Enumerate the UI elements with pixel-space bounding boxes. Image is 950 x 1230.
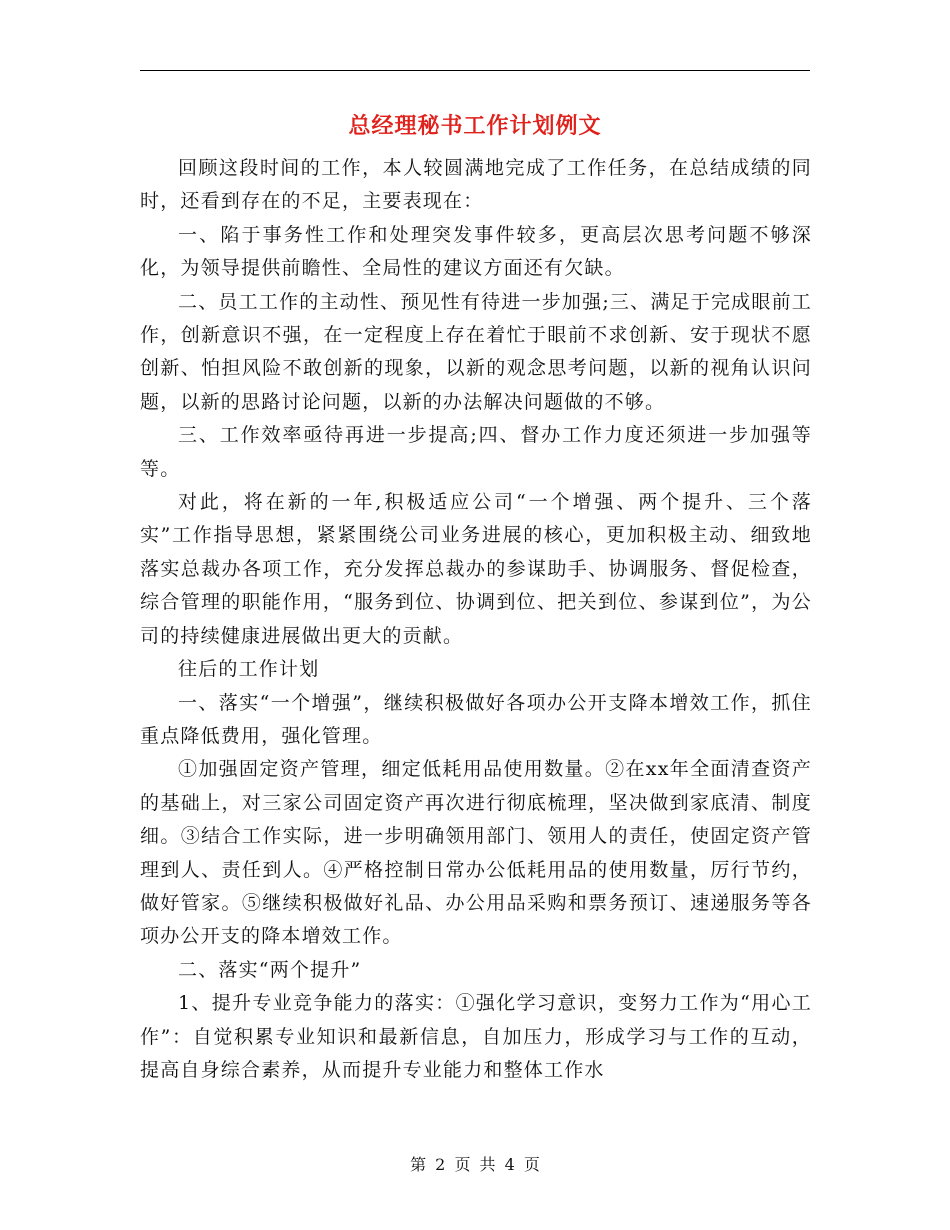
document-title: 总经理秘书工作计划例文	[348, 113, 602, 139]
document-body	[140, 152, 812, 1087]
paragraph: 三、工作效率亟待再进一步提高;四、督办工作力度还须进一步加强等等。	[140, 424, 812, 480]
paragraph: ①加强固定资产管理，细定低耗用品使用数量。②在xx年全面清查资产的基础上，对三家公司固定资产再次进行彻底梳理，坚决做到家底清、制度细。③结合工作实际，进一步明确领用部门、领用人的责任，使固定资产管理到人、责任到人。④严格控制日常办公低耗用品的使用数量，厉行节约，做好管家。⑤继续积极做好礼品、办公用品采购和票务预订、速递服务等各项办公开支的降本增效工作。	[140, 758, 812, 948]
header-rule	[140, 70, 810, 71]
paragraph: 二、员工工作的主动性、预见性有待进一步加强;三、满足于完成眼前工作，创新意识不强，在一定程度上存在着忙于眼前不求创新、安于现状不愿创新、怕担风险不敢创新的现象，以新的观念思考问题，以新的视角认识问题，以新的思路讨论问题，以新的办法解决问题做的不够。	[140, 290, 812, 413]
section-heading: 往后的工作计划	[178, 658, 320, 681]
paragraph: 一、陷于事务性工作和处理突发事件较多，更高层次思考问题不够深化，为领导提供前瞻性、全局性的建议方面还有欠缺。	[140, 223, 812, 280]
paragraph: 1、提升专业竞争能力的落实：①强化学习意识，变努力工作为“用心工作”：自觉积累专业知识和最新信息，自加压力，形成学习与工作的互动，提高自身综合素养，从而提升专业能力和整体工作水	[140, 992, 812, 1081]
paragraph: 对此，将在新的一年,积极适应公司“一个增强、两个提升、三个落实”工作指导思想，紧紧围绕公司业务进展的核心，更加积极主动、细致地落实总裁办各项工作，充分发挥总裁办的参谋助手、协调服务、督促检查，综合管理的职能作用，“服务到位、协调到位、把关到位、参谋到位”，为公司的持续健康进展做出更大的贡献。	[140, 491, 812, 647]
paragraph: 一、落实“一个增强”，继续积极做好各项办公开支降本增效工作，抓住重点降低费用，强化管理。	[140, 691, 812, 747]
paragraph: 回顾这段时间的工作，本人较圆满地完成了工作任务，在总结成绩的同时，还看到存在的不足，主要表现在：	[140, 157, 812, 213]
section-heading: 二、落实“两个提升”	[178, 958, 362, 981]
page-number-footer: 第 2 页 共 4 页	[410, 1155, 540, 1174]
